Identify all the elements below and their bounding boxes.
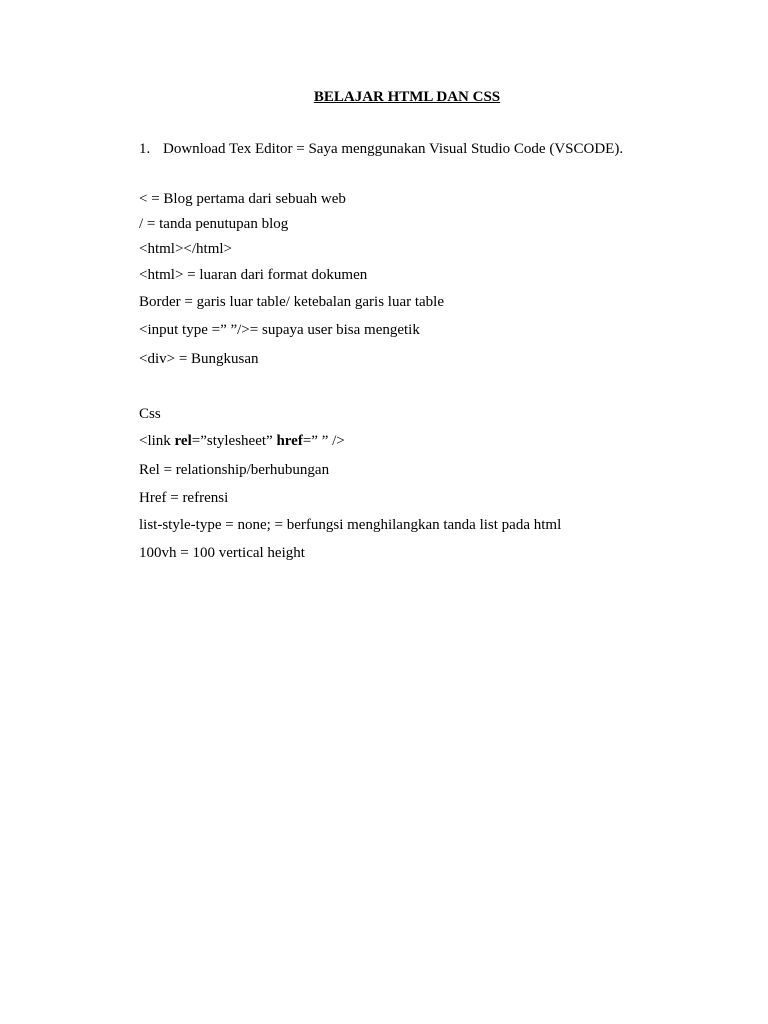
- css-heading: Css: [139, 406, 161, 422]
- html-note-line: / = tanda penutupan blog: [139, 216, 289, 232]
- css-note-line: Href = refrensi: [139, 490, 229, 506]
- css-note-line: list-style-type = none; = berfungsi menghilangkan tanda list pada html: [139, 517, 562, 533]
- rel-attribute: rel: [174, 433, 192, 449]
- html-note-line: <div> = Bungkusan: [139, 351, 259, 367]
- list-item-text: Download Tex Editor = Saya menggunakan Visual Studio Code (VSCODE).: [163, 141, 624, 157]
- css-note-line: Rel = relationship/berhubungan: [139, 462, 330, 478]
- list-number: 1.: [139, 141, 151, 157]
- html-note-line: <html> = luaran dari format dokumen: [139, 267, 368, 283]
- link-tag-line: [139, 432, 345, 450]
- html-note-line: <input type =” ”/>= supaya user bisa mengetik: [139, 322, 420, 338]
- link-text-part: =”stylesheet”: [191, 433, 277, 449]
- href-attribute: href: [276, 433, 303, 449]
- numbered-list-item: [139, 140, 623, 158]
- html-note-line: < = Blog pertama dari sebuah web: [139, 191, 346, 207]
- css-note-line: 100vh = 100 vertical height: [139, 545, 305, 561]
- link-text-part: =” ” />: [302, 433, 345, 449]
- link-text-part: <link: [139, 433, 175, 449]
- document-title: BELAJAR HTML DAN CSS: [313, 89, 501, 105]
- html-note-line: <html></html>: [139, 241, 233, 257]
- html-note-line: Border = garis luar table/ ketebalan garis luar table: [139, 294, 445, 310]
